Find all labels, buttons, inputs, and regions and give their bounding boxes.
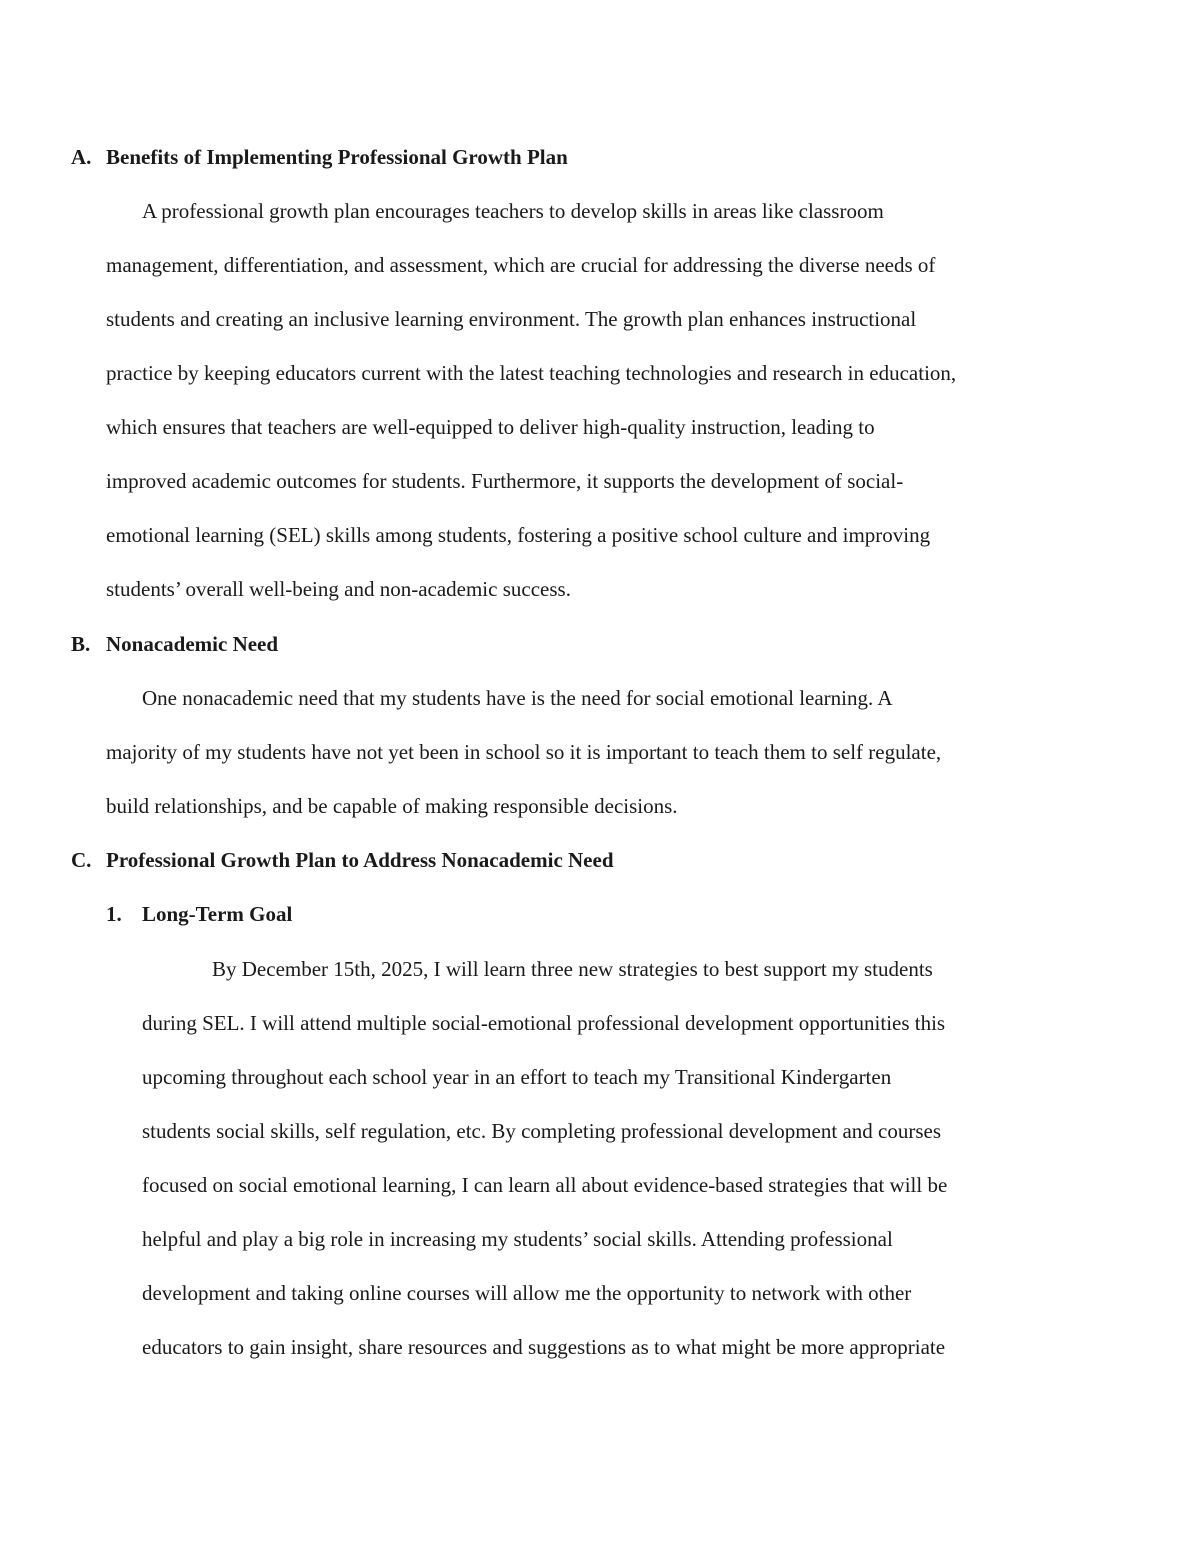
section-marker-c: C. [71,848,92,872]
paragraph-line: helpful and play a big role in increasing my students’ social skills. Attending professional [142,1227,893,1251]
paragraph-line: improved academic outcomes for students. Furthermore, it supports the development of social- [106,469,904,493]
paragraph-line: focused on social emotional learning, I can learn all about evidence-based strategies that will be [142,1173,948,1197]
subsection-heading-long-term-goal: Long-Term Goal [142,902,293,926]
paragraph-line: emotional learning (SEL) skills among students, fostering a positive school culture and improving [106,523,931,547]
paragraph-line: By December 15th, 2025, I will learn three new strategies to best support my students [212,957,933,981]
section-heading-b: Nonacademic Need [106,632,279,656]
paragraph-line: educators to gain insight, share resources and suggestions as to what might be more appropriate [142,1335,946,1359]
section-heading-c: Professional Growth Plan to Address Nonacademic Need [106,848,614,872]
section-marker-b: B. [71,632,91,656]
paragraph-line: during SEL. I will attend multiple social-emotional professional development opportunities this [142,1011,946,1035]
section-marker-a: A. [71,145,92,169]
paragraph-line: practice by keeping educators current with the latest teaching technologies and research in education, [106,361,957,385]
paragraph-line: One nonacademic need that my students have is the need for social emotional learning. A [142,686,893,710]
paragraph-line: upcoming throughout each school year in an effort to teach my Transitional Kindergarten [142,1065,892,1089]
section-heading-a: Benefits of Implementing Professional Growth Plan [106,145,568,169]
paragraph-line: A professional growth plan encourages teachers to develop skills in areas like classroom [142,199,884,223]
paragraph-line: students social skills, self regulation, etc. By completing professional development and courses [142,1119,941,1143]
paragraph-line: management, differentiation, and assessment, which are crucial for addressing the diverse needs of [106,253,936,277]
paragraph-line: majority of my students have not yet been in school so it is important to teach them to self regulate, [106,740,942,764]
subsection-marker-1: 1. [106,902,122,926]
paragraph-line: development and taking online courses will allow me the opportunity to network with other [142,1281,912,1305]
paragraph-line: students’ overall well-being and non-academic success. [106,577,571,601]
paragraph-line: students and creating an inclusive learning environment. The growth plan enhances instructional [106,307,917,331]
paragraph-line: which ensures that teachers are well-equipped to deliver high-quality instruction, leading to [106,415,875,439]
paragraph-line: build relationships, and be capable of making responsible decisions. [106,794,678,818]
